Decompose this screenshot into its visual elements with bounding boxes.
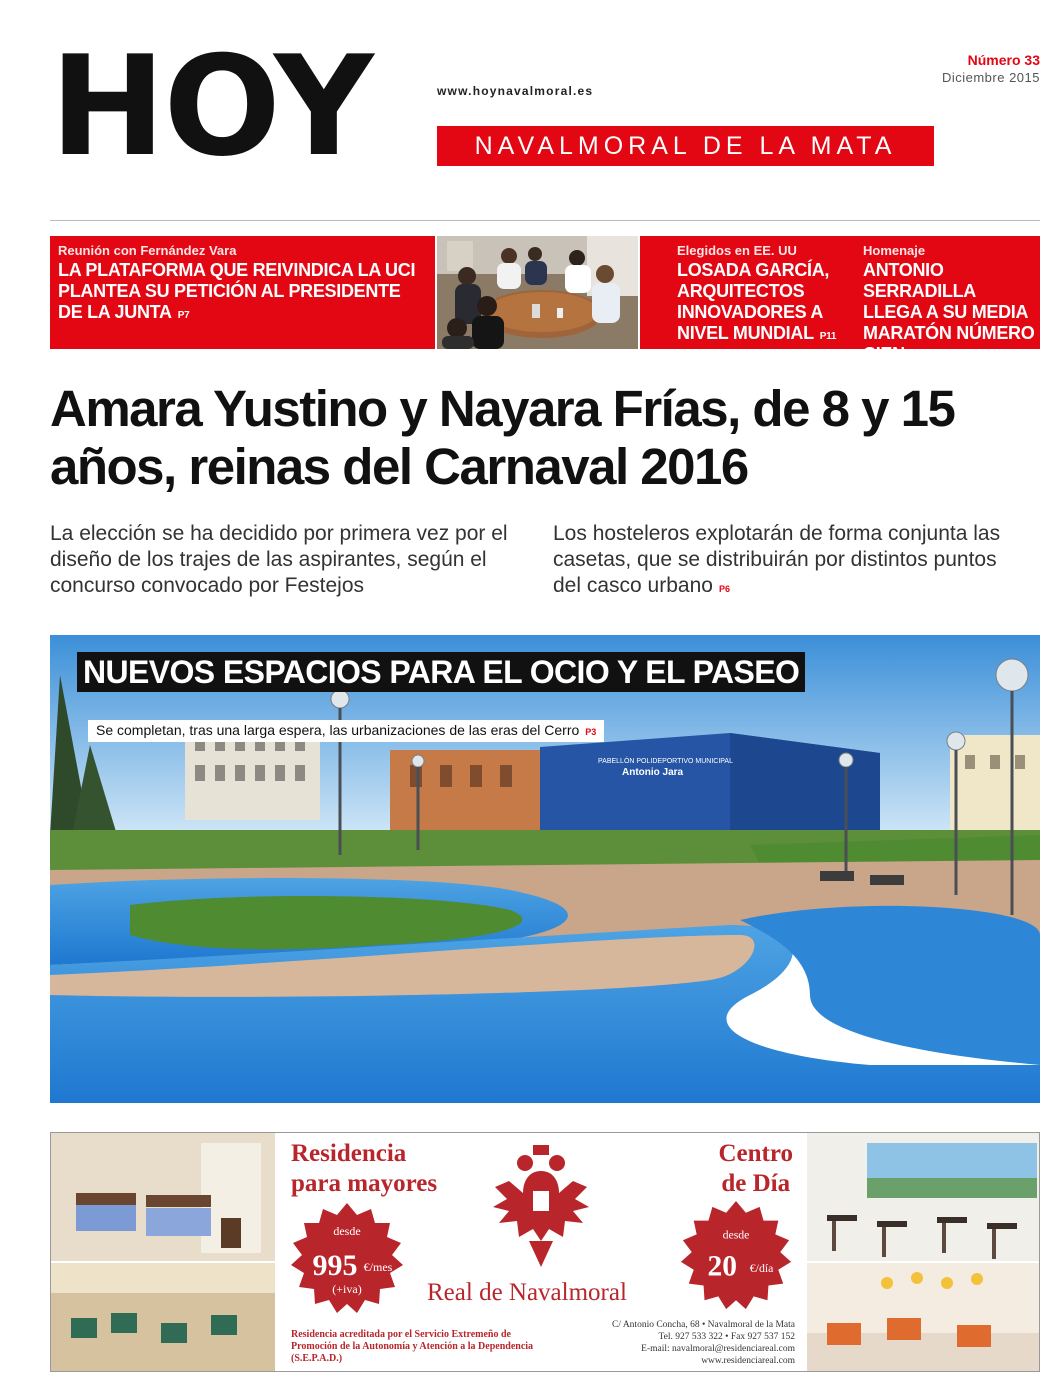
teaser-serradilla[interactable] [863,243,1035,368]
meeting-photo-illustration [437,236,638,349]
ad-desde: desde [333,1224,361,1238]
teaser-arquitectos[interactable] [677,243,857,347]
teaser-kicker: Reunión con Fernández Vara [58,243,237,258]
teaser-page: P7 [177,310,190,321]
town-banner: NAVALMORAL DE LA MATA [437,126,934,166]
issue-number: Número 33 [967,52,1040,68]
main-headline[interactable]: Amara Yustino y Nayara Frías, de 8 y 15 años, reinas del Carnaval 2016 [50,380,955,495]
ad-address: C/ Antonio Concha, 68 • Navalmoral de la Mata [612,1320,795,1330]
ad-contact [545,1319,795,1367]
ad-right-price: 20 [707,1250,737,1283]
teaser-page: P11 [819,331,837,342]
main-photo-park [50,635,1040,1103]
advertisement-residencia[interactable] [50,1132,1040,1372]
ad-phone: Tel. 927 533 322 • Fax 927 537 152 [658,1332,795,1342]
ad-center [277,1133,805,1371]
ad-photo-day-center [807,1133,1039,1371]
ad-left-price: 995 [312,1249,358,1282]
photo-page: P3 [585,727,597,737]
ad-photo-bedroom-and-lounge [51,1133,275,1371]
building-sign-line1: PABELLÓN POLIDEPORTIVO MUNICIPAL [598,758,733,765]
ad-desde-right: desde [722,1227,750,1242]
deck-page: P6 [718,584,730,594]
issue-date: Diciembre 2015 [941,70,1040,85]
ad-left-unit: €/mes [363,1260,393,1274]
ad-email[interactable]: E-mail: navalmoral@residenciareal.com [641,1344,795,1354]
photo-caption: Se completan, tras una larga espera, las urbanizaciones de las eras del Cerro P3 [88,720,604,742]
teaser-right-block [640,236,1040,364]
ad-web[interactable]: www.residenciareal.com [701,1356,795,1366]
teaser-page: P20 [910,352,928,363]
teaser-headline: LOSADA GARCÍA, ARQUITECTOS INNOVADORES A NIVEL MUNDIAL P11 [677,260,837,343]
deck-left: La elección se ha decidido por primera vez por el diseño de los trajes de las aspirantes, según el concurso convocado por Festejos [50,522,508,597]
ad-right-title: Centro de Día [718,1140,793,1197]
ad-right-unit: €/día [749,1260,774,1275]
website-link[interactable]: www.hoynavalmoral.es [437,84,594,98]
double-eagle-icon [489,1141,593,1271]
ad-brand: Real de Navalmoral [427,1279,627,1306]
ad-price-badge-left [287,1201,407,1321]
teaser-headline: ANTONIO SERRADILLA LLEGA A SU MEDIA MARATÓN NÚMERO CIEN P20 [863,260,1035,364]
teaser-kicker: Elegidos en EE. UU [677,243,797,258]
masthead-divider [50,220,1040,221]
teaser-uci[interactable] [50,236,435,349]
ad-accreditation: Residencia acreditada por el Servicio Extremeño de Promoción de la Autonomía y Atención a la Dependencia (S.E.P.A.D.) [291,1329,534,1364]
park-photo-illustration [50,635,1040,1103]
photo-title[interactable]: NUEVOS ESPACIOS PARA EL OCIO Y EL PASEO [77,652,805,692]
masthead-logo: HOY [50,26,372,187]
ad-price-badge-right [677,1199,795,1317]
teaser-kicker: Homenaje [863,243,926,258]
ad-left-title: Residencia para mayores [291,1140,438,1197]
teaser-headline: LA PLATAFORMA QUE REIVINDICA LA UCI PLANTEA SU PETICIÓN AL PRESIDENTE DE LA JUNTA P7 [58,260,416,322]
deck-right: Los hosteleros explotarán de forma conjunta las casetas, que se distribuirán por distintos puntos del casco urbano P6 [553,522,1001,597]
ad-left-tax: (+iva) [332,1282,362,1296]
teaser-photo-meeting [437,236,638,349]
building-sign-line2: Antonio Jara [622,767,684,778]
